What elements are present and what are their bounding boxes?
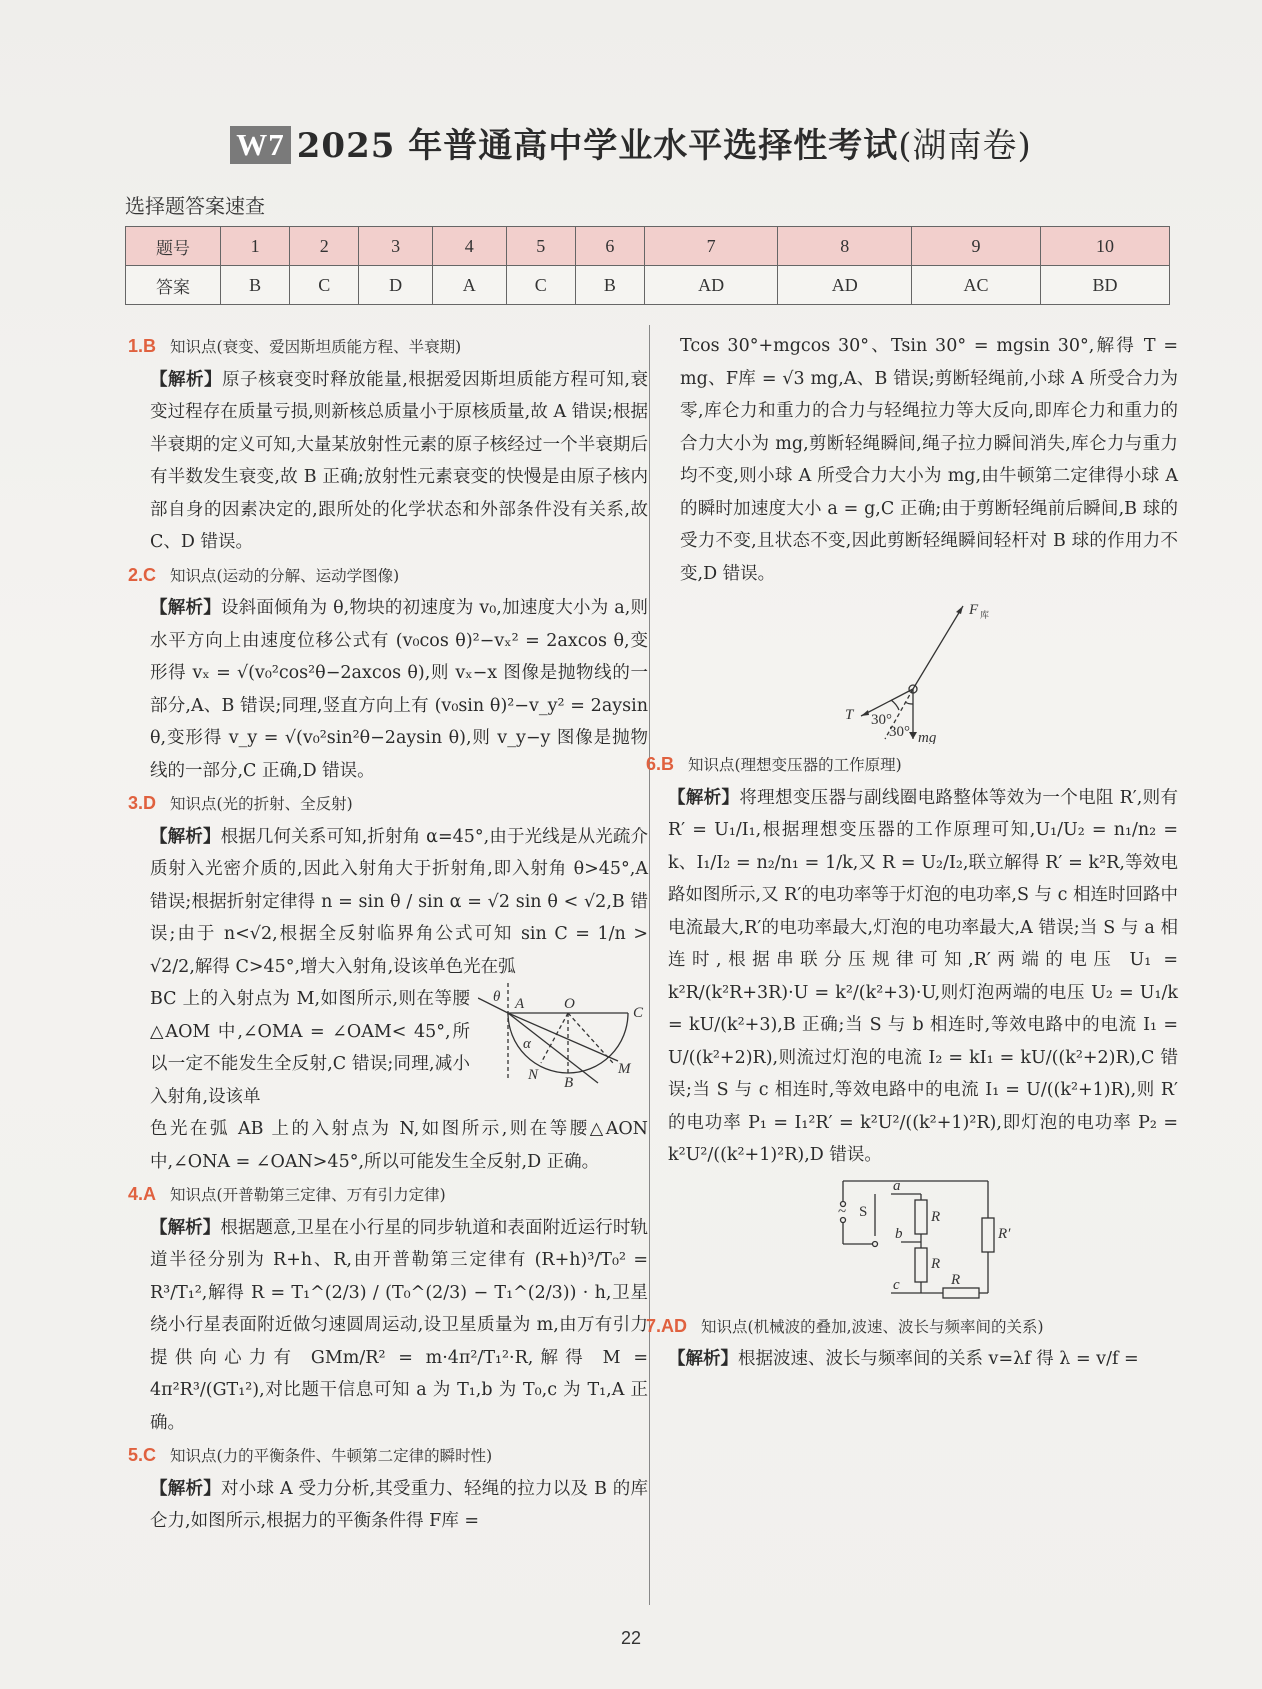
analysis-text: 根据几何关系可知,折射角 α=45°,由于光线是从光疏介质射入光密介质的,因此入射角大于折射角,即入射角 θ>45°,A 错误;根据折射定律得 n = sin θ / sin α = √2 sin θ < √2,B 错误;由于 n<√2,根据全反射临界角公式可知 sin C = 1/n > √2/2,解得 C>45°,增大入射角,设该单色光在弧 (150, 826, 649, 977)
analysis-tag: 【解析】 (668, 787, 740, 808)
svg-text:b: b (895, 1225, 903, 1242)
knowledge-point: 知识点(力的平衡条件、牛顿第二定律的瞬时性) (170, 1447, 493, 1465)
answer-cell: AD (644, 266, 778, 305)
knowledge-point: 知识点(衰变、爱因斯坦质能方程、半衰期) (170, 338, 462, 356)
svg-text:M: M (618, 1061, 631, 1077)
analysis-text-continued: Tcos 30°+mgcos 30°、Tsin 30° = mgsin 30°,解得 T = mg、F库 = √3 mg,A、B 错误;剪断轻绳前,小球 A 所受合力为零,库仑力和重力的合力与轻绳拉力等大反向,即库仑力和重力的合力大小为 mg,剪断轻绳瞬间,绳子拉力瞬间消失,库仑力与重力均不变,则小球 A 所受合力大小为 mg,由牛顿第二定律得小球 A 的瞬时加速度大小 a = g,C 正确;由于剪断轻绳前后瞬间,B 球的受力不变,且状态不变,因此剪断轻绳瞬间轻杆对 B 球的作用力不变,D 错误。 (680, 336, 1178, 584)
question-number: 8 (778, 227, 912, 266)
exam-title: 2025 年普通高中学业水平选择性考试 (296, 126, 899, 166)
analysis-text: 原子核衰变时释放能量,根据爱因斯坦质能方程可知,衰变过程存在质量亏损,则新核总质量小于原核质量,故 A 错误;根据半衰期的定义可知,大量某放射性元素的原子核经过一个半衰期后有半数发生衰变,故 B 正确;放射性元素衰变的快慢是由原子核内部自身的因素决定的,跟所处的化学状态和外部条件没有关系,故 C、D 错误。 (150, 369, 649, 552)
analysis-text: 将理想变压器与副线圈电路整体等效为一个电阻 R′,则有 R′ = U₁/I₁,根据理想变压器的工作原理可知,U₁/U₂ = n₁/n₂ = k、I₁/I₂ = n₂/n₁ = 1/k,又 R = U₂/I₂,联立解得 R′ = k²R,等效电路如图所示,又 R′的电功率等于灯泡的电功率,S 与 c 相连时回路中电流最大,R′的电功率最大,灯泡的电功率最大,A 错误;当 S 与 a 相连时,根据串联分压规律可知,R′两端的电压 U₁ = k²R/(k²R+3R)·U = k²/(k²+3)·U,则灯泡两端的电压 U₂ = U₁/k = kU/(k²+3),B 正确;当 S 与 b 相连时,等效电路中的电流 I₁ = U/((k²+2)R),则流过灯泡的电流 I₂ = kI₁ = kU/((k²+2)R),C 错误;当 S 与 c 相连时,等效电路中的电流 I₁ = U/((k²+1)R),则 R′的电功率 P₁ = I₁²R′ = k²U²/((k²+1)²R),即灯泡的电功率 P₂ = k²U²/((k²+1)²R),D 错误。 (668, 787, 1179, 1165)
force-diagram-figure (823, 594, 1023, 744)
svg-text:A: A (515, 996, 525, 1012)
question-answer-label: 2.C (128, 564, 157, 585)
analysis-tag: 【解析】 (150, 1478, 221, 1499)
question-answer-label: 5.C (128, 1445, 157, 1465)
question-3 (128, 787, 648, 1178)
svg-text:F: F (969, 602, 979, 618)
svg-text:R: R (931, 1255, 941, 1272)
question-number: 4 (432, 227, 506, 266)
answer-table (125, 226, 1170, 305)
right-column (646, 330, 1179, 1376)
analysis-text: 对小球 A 受力分析,其受重力、轻绳的拉力以及 B 的库仑力,如图所示,根据力的平衡条件得 F库 = (150, 1478, 649, 1531)
answer-row (126, 266, 1170, 305)
answer-cell: BD (1040, 266, 1169, 305)
answer-table-title: 选择题答案速查 (125, 194, 265, 218)
question-number: 3 (359, 227, 433, 266)
question-2 (128, 559, 648, 788)
knowledge-point: 知识点(理想变压器的工作原理) (688, 756, 902, 774)
question-number: 10 (1040, 227, 1169, 266)
svg-text:a: a (893, 1177, 901, 1194)
question-number: 9 (911, 227, 1040, 266)
knowledge-point: 知识点(机械波的叠加,波速、波长与频率间的关系) (701, 1317, 1044, 1336)
svg-text:30°: 30° (889, 724, 910, 740)
question-number: 5 (506, 227, 575, 266)
question-answer-label: 3.D (128, 793, 157, 813)
svg-text:O: O (564, 996, 575, 1012)
svg-text:R: R (951, 1271, 961, 1288)
svg-text:R: R (931, 1208, 941, 1225)
question-answer-label: 6.B (646, 754, 675, 774)
column-divider (649, 325, 650, 1605)
question-number: 6 (575, 227, 644, 266)
analysis-tag: 【解析】 (150, 826, 221, 847)
svg-text:mg: mg (918, 730, 937, 744)
svg-text:30°: 30° (871, 712, 892, 728)
knowledge-point: 知识点(光的折射、全反射) (170, 795, 353, 813)
equivalent-circuit-figure (833, 1176, 1013, 1306)
analysis-tag: 【解析】 (668, 1349, 738, 1369)
question-number: 7 (644, 227, 778, 266)
exam-region: (湖南卷) (898, 126, 1032, 166)
knowledge-point: 知识点(运动的分解、运动学图像) (170, 566, 400, 585)
answer-cell: C (290, 266, 359, 305)
svg-text:R′: R′ (998, 1225, 1011, 1242)
question-1 (128, 330, 648, 559)
svg-text:T: T (845, 707, 854, 723)
svg-text:α: α (523, 1036, 531, 1052)
question-number: 2 (290, 227, 359, 266)
label-theta: θ (493, 989, 501, 1005)
svg-text:N: N (528, 1067, 539, 1083)
answer-cell: AD (778, 266, 912, 305)
answer-cell: B (575, 266, 644, 305)
question-5 (128, 1439, 648, 1538)
analysis-text: 根据波速、波长与频率间的关系 v=λf 得 λ = v/f = (738, 1349, 1139, 1369)
answer-cell: C (506, 266, 575, 305)
knowledge-point: 知识点(开普勒第三定律、万有引力定律) (170, 1186, 446, 1204)
answer-cell: A (432, 266, 506, 305)
question-answer-label: 7.AD (646, 1315, 688, 1336)
row-label: 答案 (126, 266, 221, 305)
page-title (0, 118, 1262, 167)
page-number: 22 (620, 1628, 642, 1648)
analysis-tag: 【解析】 (150, 1217, 221, 1238)
analysis-text: 根据题意,卫星在小行星的同步轨道和表面附近运行时轨道半径分别为 R+h、R,由开普勒第三定律有 (R+h)³/T₀² = R³/T₁²,解得 R = T₁^(2/3) / (T₀^(2/3) − T₁^(2/3)) · h,卫星绕小行星表面附近做匀速圆周运动,设卫星质量为 m,由万有引力提供向心力有 GMm/R² = m·4π²/T₁²·R,解得 M = 4π²R³/(GT₁²),对比题干信息可知 a 为 T₁,b 为 T₀,c 为 T₁,A 正确。 (150, 1217, 649, 1433)
answer-cell: D (359, 266, 433, 305)
row-label: 题号 (126, 227, 221, 266)
svg-text:库: 库 (980, 610, 990, 620)
analysis-tag: 【解析】 (150, 369, 223, 390)
svg-text:B: B (564, 1075, 574, 1088)
question-number-row (126, 227, 1170, 266)
question-answer-label: 1.B (128, 336, 157, 356)
question-answer-label: 4.A (128, 1184, 157, 1204)
paper-badge: W7 (230, 126, 291, 164)
svg-text:~: ~ (838, 1203, 847, 1220)
answer-cell: B (221, 266, 290, 305)
analysis-text: 设斜面倾角为 θ,物块的初速度为 v₀,加速度大小为 a,则水平方向上由速度位移公式有 (v₀cos θ)²−vₓ² = 2axcos θ,变形得 vₓ = √(v₀²cos²θ−2axcos θ),则 vₓ−x 图像是抛物线的一部分,A、B 错误;同理,竖直方向上有 (v₀sin θ)²−v_y² = 2aysin θ,变形得 v_y = √(v₀²sin²θ−2aysin θ),则 v_y−y 图像是抛物线的一部分,C 正确,D 错误。 (150, 598, 649, 781)
analysis-text-wrap: BC 上的入射点为 M,如图所示,则在等腰△AOM 中,∠OMA = ∠OAM< 45°,所以一定不能发生全反射,C 错误;同理,减小入射角,设该单 (150, 989, 470, 1107)
question-6 (646, 748, 1179, 1172)
left-column (128, 330, 648, 1538)
refraction-semicircle-figure (478, 983, 648, 1088)
svg-text:c: c (893, 1276, 900, 1293)
svg-text:S: S (859, 1203, 868, 1220)
analysis-tag: 【解析】 (150, 598, 221, 618)
question-7 (646, 1310, 1178, 1376)
question-number: 1 (221, 227, 290, 266)
analysis-text-tail: 色光在弧 AB 上的入射点为 N,如图所示,则在等腰△AON 中,∠ONA = ∠OAN>45°,所以可能发生全反射,D 正确。 (150, 1119, 648, 1172)
svg-text:C: C (633, 1005, 644, 1021)
question-4 (128, 1178, 648, 1439)
answer-cell: AC (911, 266, 1040, 305)
